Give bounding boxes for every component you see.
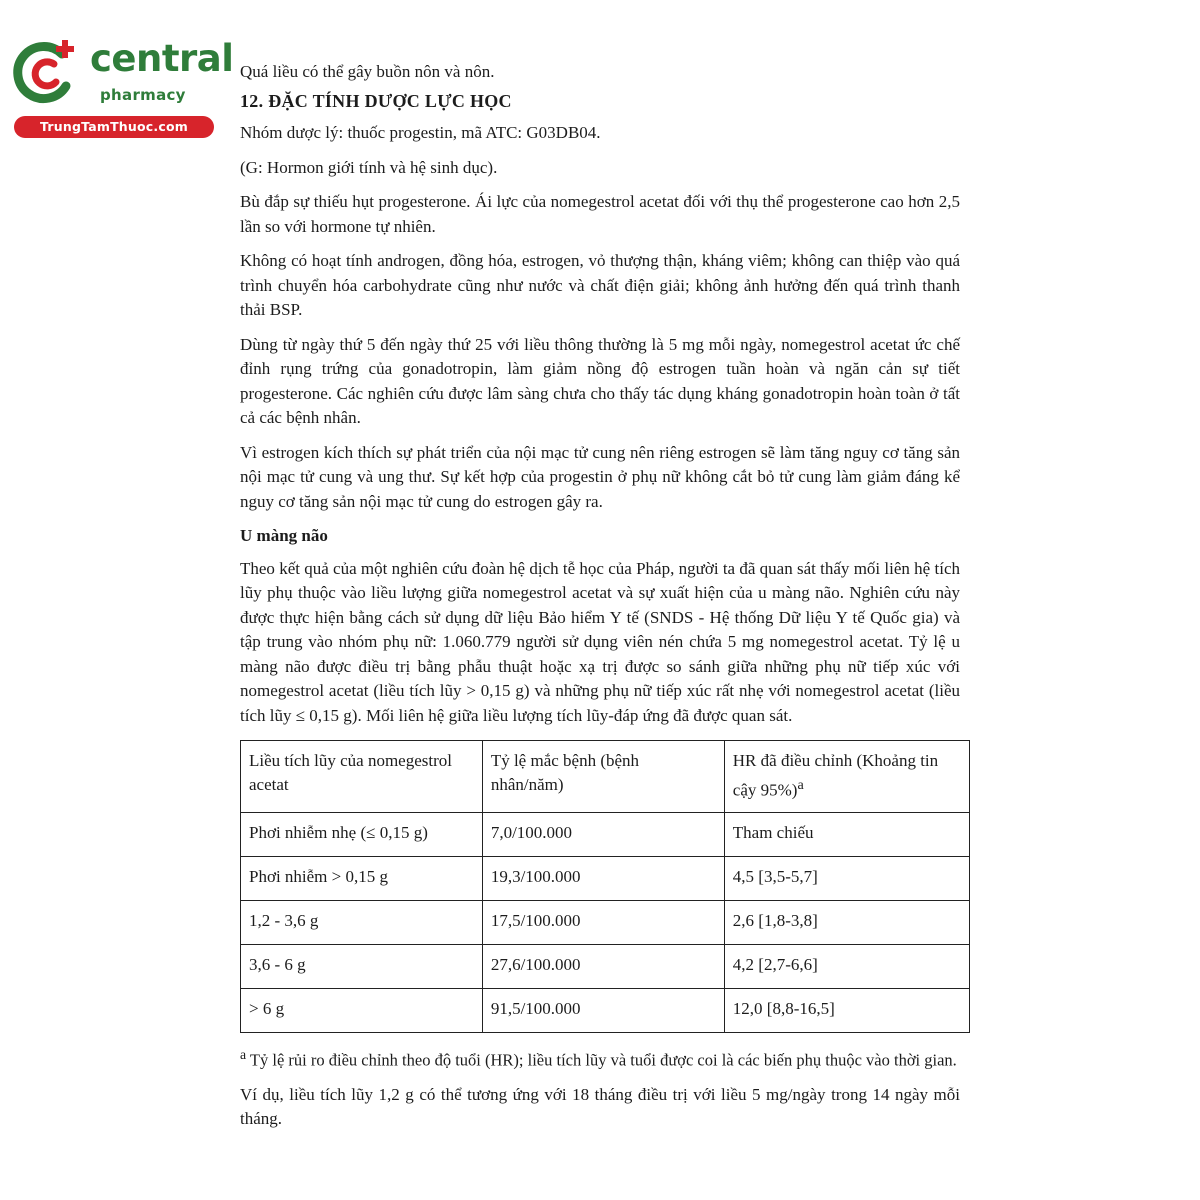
logo-mark-icon — [10, 36, 82, 108]
intro-text: Quá liều có thể gây buồn nôn và nôn. — [240, 62, 495, 81]
pharmacy-logo — [10, 36, 234, 136]
table-header-cell: Tỷ lệ mắc bệnh (bệnh nhân/năm) — [482, 741, 724, 813]
dose-response-table — [240, 740, 970, 1033]
table-header-cell: Liều tích lũy của nomegestrol acetat — [241, 741, 483, 813]
table-cell: 4,2 [2,7-6,6] — [724, 944, 969, 988]
table-cell: 7,0/100.000 — [482, 812, 724, 856]
paragraph-atc-note: (G: Hormon giới tính và hệ sinh dục). — [240, 157, 498, 177]
section-heading: 12. ĐẶC TÍNH DƯỢC LỰC HỌC — [240, 90, 512, 111]
table-cell: 17,5/100.000 — [482, 900, 724, 944]
table-cell: Phơi nhiễm nhẹ (≤ 0,15 g) — [241, 812, 483, 856]
table-row — [241, 812, 970, 856]
document-body — [240, 60, 960, 1142]
table-header-text: HR đã điều chỉnh (Khoảng tin cậy 95%) — [732, 751, 939, 800]
table-cell: 27,6/100.000 — [482, 944, 724, 988]
logo-brand-sub: pharmacy — [100, 86, 186, 104]
logo-site-badge: TrungTamThuoc.com — [14, 116, 214, 138]
table-cell: Tham chiếu — [724, 812, 969, 856]
table-row — [241, 988, 970, 1032]
table-cell: 91,5/100.000 — [482, 988, 724, 1032]
paragraph-study: Theo kết quả của một nghiên cứu đoàn hệ dịch tễ học của Pháp, người ta đã quan sát thấy mối liên hệ tích lũy phụ thuộc vào liều lượng giữa nomegestrol acetat và sự xuất hiện của u màng não. Nghiên cứu này được thực hiện bằng cách sử dụng dữ liệu Bảo hiểm Y tế (SNDS - Hệ thống Dữ liệu Y tế Quốc gia) và tập trung vào nhóm phụ nữ: 1.060.779 người sử dụng viên nén chứa 5 mg nomegestrol acetat. Tỷ lệ u màng não được điều trị bằng phẫu thuật hoặc xạ trị được so sánh giữa những phụ nữ tiếp xúc với nomegestrol acetat (liều tích lũy > 0,15 g) và những phụ nữ tiếp xúc rất nhẹ với nomegestrol acetat (liều tích lũy ≤ 0,15 g). Mối liên hệ giữa liều lượng tích lũy-đáp ứng đã được quan sát. — [240, 558, 960, 725]
footnote-text: Tỷ lệ rủi ro điều chỉnh theo độ tuổi (HR); liều tích lũy và tuổi được coi là các biến phụ thuộc vào thời gian. — [246, 1050, 957, 1070]
table-cell: 1,2 - 3,6 g — [241, 900, 483, 944]
footnote-marker: a — [797, 777, 804, 793]
table-header-row — [241, 741, 970, 813]
table-header-cell — [724, 741, 969, 813]
table-row — [241, 856, 970, 900]
table-cell: Phơi nhiễm > 0,15 g — [241, 856, 483, 900]
paragraph-pharmacologic-group: Nhóm dược lý: thuốc progestin, mã ATC: G03DB04. — [240, 123, 601, 142]
table-cell: 12,0 [8,8-16,5] — [724, 988, 969, 1032]
subheading-meningioma: U màng não — [240, 526, 328, 545]
paragraph-no-activity: Không có hoạt tính androgen, đồng hóa, estrogen, vỏ thượng thận, kháng viêm; không can thiệp vào quá trình chuyển hóa carbohydrate cũng như nước và chất điện giải; không ảnh hưởng đến quá trình thanh thải BSP. — [240, 251, 960, 319]
table-cell: 2,6 [1,8-3,8] — [724, 900, 969, 944]
paragraph-example: Ví dụ, liều tích lũy 1,2 g có thể tương ứng với 18 tháng điều trị với liều 5 mg/ngày trong 14 ngày mỗi tháng. — [240, 1084, 960, 1129]
paragraph-estrogen: Vì estrogen kích thích sự phát triển của nội mạc tử cung nên riêng estrogen sẽ làm tăng nguy cơ tăng sản nội mạc tử cung và ung thư. Sự kết hợp của progestin ở phụ nữ không cắt bỏ tử cung làm giảm đáng kể nguy cơ tăng sản nội mạc tử cung do estrogen gây ra. — [240, 442, 960, 511]
table-cell: 19,3/100.000 — [482, 856, 724, 900]
logo-brand-name: central — [90, 37, 234, 80]
footnote-marker: a — [240, 1046, 247, 1062]
paragraph-dosing: Dùng từ ngày thứ 5 đến ngày thứ 25 với liều thông thường là 5 mg mỗi ngày, nomegestrol acetat ức chế đỉnh rụng trứng của gonadotropin, làm giảm nồng độ estrogen tuần hoàn và ngăn cản sự tiết progesterone. Các nghiên cứu được lâm sàng chưa cho thấy tác dụng kháng gonadotropin hoàn toàn ở tất cả các bệnh nhân. — [240, 334, 960, 427]
table-cell: > 6 g — [241, 988, 483, 1032]
table-row — [241, 900, 970, 944]
table-cell: 3,6 - 6 g — [241, 944, 483, 988]
paragraph-affinity: Bù đắp sự thiếu hụt progesterone. Ái lực của nomegestrol acetat đối với thụ thể progesterone cao hơn 2,5 lần so với hormone tự nhiên. — [240, 192, 960, 236]
table-cell: 4,5 [3,5-5,7] — [724, 856, 969, 900]
table-row — [241, 944, 970, 988]
table-footnote — [240, 1043, 960, 1073]
